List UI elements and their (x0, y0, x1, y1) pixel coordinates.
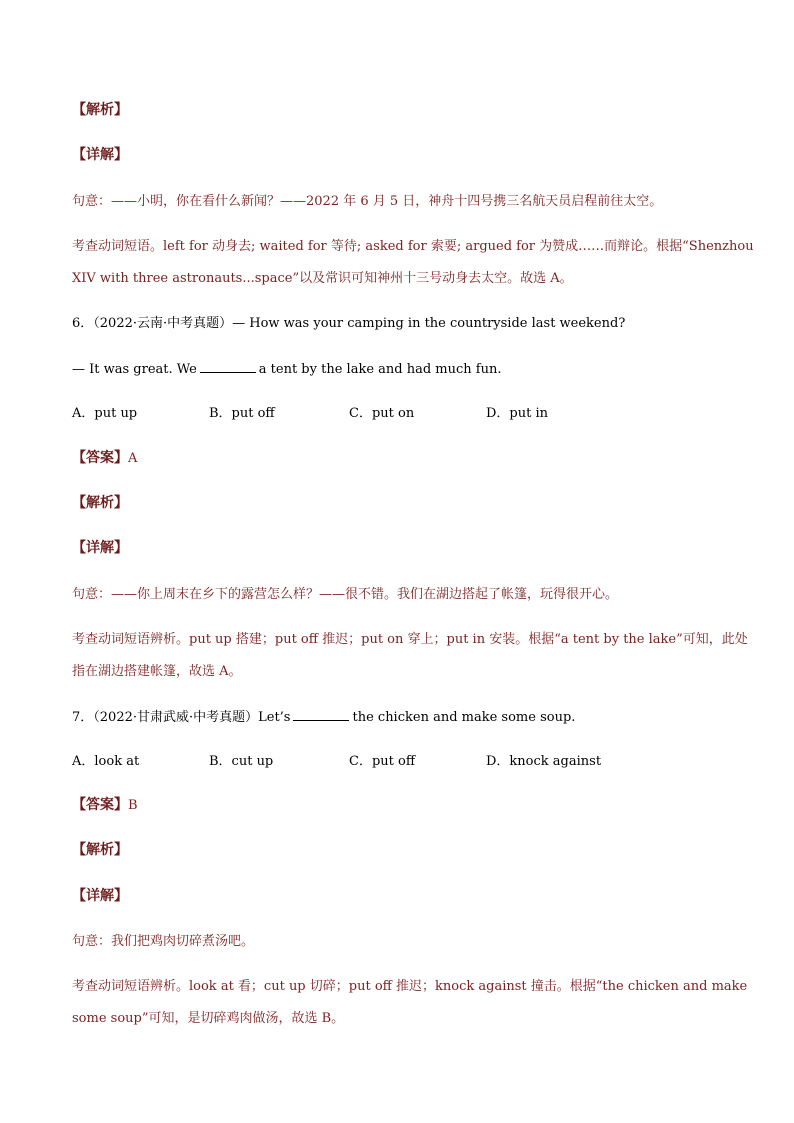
q7-meaning: 句意：我们把鸡肉切碎煮汤吧。 (72, 934, 255, 949)
q7-analysis-line2: some soup”可知，是切碎鸡肉做汤，故选 B。 (72, 1011, 345, 1026)
q6-analysis-line1: 考查动词短语辨析。put up 搭建；put off 推迟；put on 穿上；put in 安装。根据“a tent by the lake”可知，此处 (72, 632, 748, 647)
q5-meaning: 句意：——小明，你在看什么新闻？——2022 年 6 月 5 日，神舟十四号携三名航天员启程前往太空。 (72, 194, 663, 209)
q6-answer (72, 450, 137, 467)
q6-answer-blank (200, 360, 256, 373)
q6-xiangjie-label: 【详解】 (72, 540, 128, 556)
q5-analysis-line1: 考查动词短语。left for 动身去; waited for 等待; asked for 索要; argued for 为赞成……而辩论。根据“Shenzhou (72, 239, 754, 254)
q5-xiangjie-label: 【详解】 (72, 147, 128, 163)
q7-option-b: B．cut up (209, 754, 274, 769)
q7-stem-after: the chicken and make some soup. (352, 710, 576, 725)
q7-option-c: C．put off (349, 754, 416, 769)
q6-line2-after: a tent by the lake and had much fun. (258, 362, 502, 377)
q6-option-d: D．put in (486, 406, 549, 421)
q6-line2-before: — It was great. We (72, 362, 197, 377)
q7-answer (72, 797, 138, 814)
q6-option-c: C．put on (349, 406, 415, 421)
q5-jiexi-label: 【解析】 (72, 102, 128, 118)
q7-jiexi-label: 【解析】 (72, 842, 128, 858)
q6-line2 (72, 360, 501, 378)
q6-answer-label: 【答案】 (72, 450, 128, 466)
q6-answer-value: A (128, 451, 138, 466)
q7-option-d: D．knock against (486, 754, 602, 769)
q6-analysis-line2: 指在湖边搭建帐篷，故选 A。 (72, 664, 242, 679)
q7-xiangjie-label: 【详解】 (72, 888, 128, 904)
q6-stem: 6．（2022·云南·中考真题）— How was your camping in the countryside last weekend? (72, 316, 626, 331)
q7-stem-before: 7．（2022·甘肃武威·中考真题）Let’s (72, 710, 291, 725)
q7-stem (72, 708, 575, 726)
q7-answer-blank (293, 708, 349, 721)
q7-answer-value: B (128, 798, 138, 813)
q7-answer-label: 【答案】 (72, 797, 128, 813)
q6-option-b: B．put off (209, 406, 275, 421)
q7-option-a: A．look at (72, 754, 140, 769)
q7-analysis-line1: 考查动词短语辨析。look at 看；cut up 切碎；put off 推迟；knock against 撞击。根据“the chicken and make (72, 979, 748, 994)
q6-jiexi-label: 【解析】 (72, 495, 128, 511)
q6-meaning: 句意：——你上周末在乡下的露营怎么样？——很不错。我们在湖边搭起了帐篷，玩得很开心。 (72, 587, 619, 602)
q6-option-a: A．put up (72, 406, 138, 421)
q5-analysis-line2: XIV with three astronauts...space”以及常识可知神州十三号动身去太空。故选 A。 (72, 271, 573, 286)
